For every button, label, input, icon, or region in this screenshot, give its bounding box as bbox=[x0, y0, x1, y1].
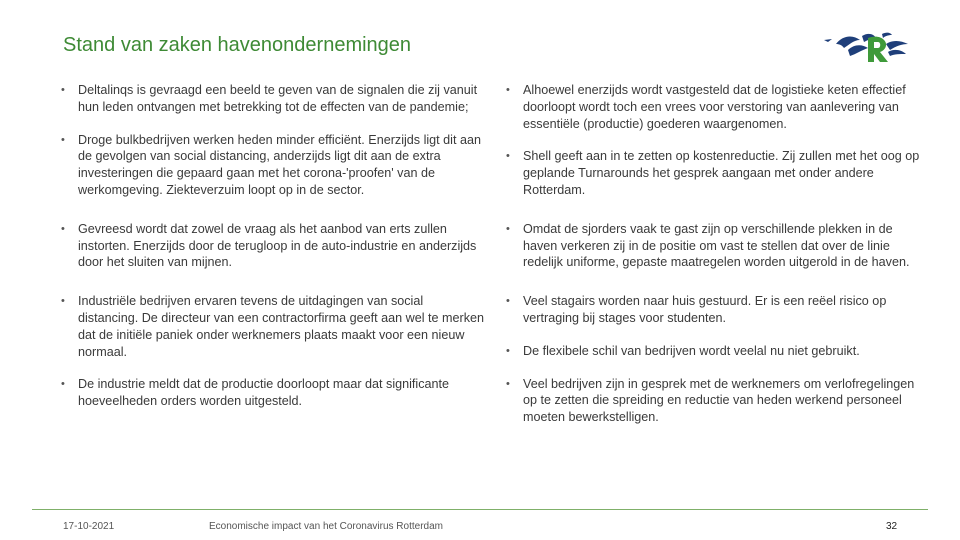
footer-date: 17-10-2021 bbox=[63, 521, 115, 532]
list-item: • Gevreesd wordt dat zowel de vraag als het aanbod van erts zullen instorten. Enerzijds door de terugloop in de auto-industrie en anderzijds door het sluiten van mijnen. bbox=[60, 221, 485, 271]
footer-title: Economische impact van het Coronavirus Rotterdam bbox=[209, 521, 443, 532]
footer-divider bbox=[32, 509, 928, 510]
page-number: 32 bbox=[886, 521, 898, 532]
list-item: • Deltalinqs is gevraagd een beeld te geven van de signalen die zij vanuit hun leden ontvangen met betrekking tot de effecten van de pandemie; bbox=[60, 82, 485, 116]
list-item: • Veel bedrijven zijn in gesprek met de werknemers om verlofregelingen op te zetten die spreiding en reductie van heden werkend personeel moeten bewerkstelligen. bbox=[505, 376, 925, 426]
page-title: Stand van zaken havenondernemingen bbox=[63, 34, 412, 56]
left-bullet-list bbox=[60, 82, 485, 426]
list-item: • Alhoewel enerzijds wordt vastgesteld dat de logistieke keten effectief doorloopt wordt toch een vrees voor verstoring van aanlevering van essentiële (productie) goederen waargenomen. bbox=[505, 82, 925, 132]
list-item: • De flexibele schil van bedrijven wordt veelal nu niet gebruikt. bbox=[505, 343, 925, 360]
list-item: • Shell geeft aan in te zetten op kostenreductie. Zij zullen met het oog op geplande Turnarounds het gesprek aangaan met onder andere Rotterdam. bbox=[505, 148, 925, 198]
rotterdam-logo-icon bbox=[822, 26, 910, 66]
right-bullet-list bbox=[505, 82, 925, 442]
list-item: • Industriële bedrijven ervaren tevens de uitdagingen van social distancing. De directeur van een contractorfirma geeft aan wel te merken dat de initiële paniek onder werknemers plaats maakt voor een nieuw normaal. bbox=[60, 293, 485, 360]
list-item: • Veel stagairs worden naar huis gestuurd. Er is een reëel risico op vertraging bij stages voor studenten. bbox=[505, 293, 925, 327]
list-item: • Omdat de sjorders vaak te gast zijn op verschillende plekken in de haven verkeren zij in de positie om vast te stellen dat over de linie redelijk uniforme, gepaste maatregelen worden uitgerold in de haven. bbox=[505, 221, 925, 271]
list-item: • Droge bulkbedrijven werken heden minder efficiënt. Enerzijds ligt dit aan de gevolgen van social distancing, anderzijds ligt dit aan de extra investeringen die gepaard gaan met het corona-'proofen' van de werkomgeving. Ziekteverzuim loopt op in de sector. bbox=[60, 132, 485, 199]
list-item: • De industrie meldt dat de productie doorloopt maar dat significante hoeveelheden orders worden uitgesteld. bbox=[60, 376, 485, 410]
